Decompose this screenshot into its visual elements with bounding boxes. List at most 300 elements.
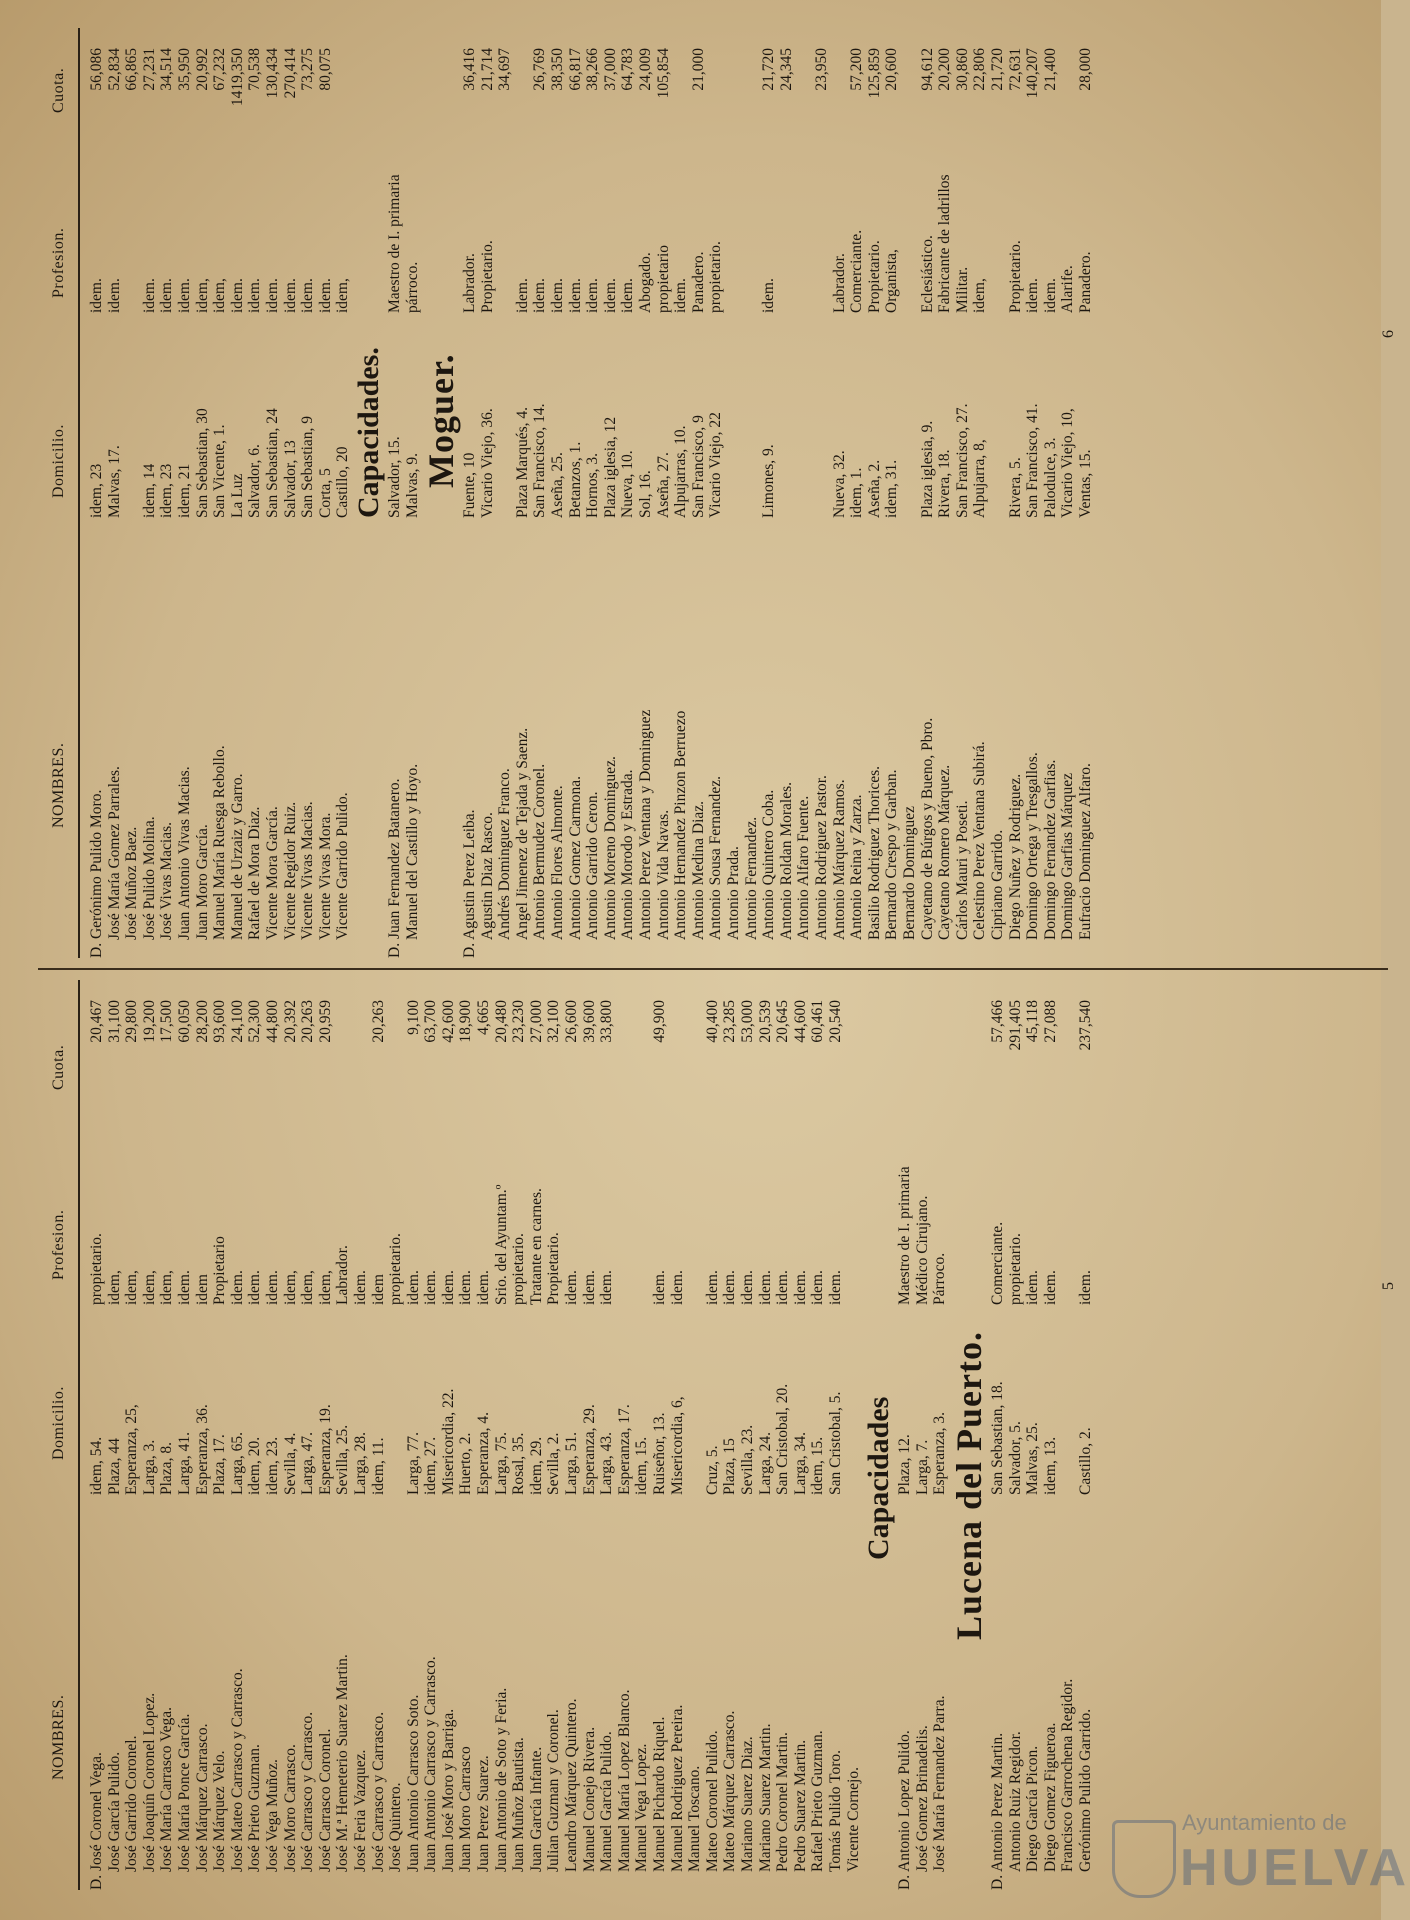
name-cell: Juan Perez Suarez. [475, 1755, 493, 1872]
domicilio-cell: idem, 54. [88, 1436, 105, 1495]
cuota-cell: 23,230 [510, 1000, 528, 1043]
profesion-cell: idem. [457, 1270, 475, 1305]
table-row [651, 980, 669, 1890]
profesion-cell: idem. [140, 278, 158, 313]
cuota-cell: 20,263 [369, 1000, 387, 1043]
name-cell: Juan Moro García. [193, 824, 211, 940]
domicilio-cell: Esperanza, 3. [931, 1411, 949, 1495]
cuota-cell: 140,207 [1024, 48, 1042, 99]
name-cell: Bernardo Dominguez [900, 806, 918, 940]
name-cell: Juan Antonio Carrasco y Carrasco. [422, 1656, 440, 1872]
profesion-cell: idem. [601, 278, 619, 313]
profesion-cell: idem, [211, 278, 229, 313]
domicilio-cell: Plaza, 8. [158, 1442, 176, 1495]
name-cell: Juan Moro Carrasco [457, 1746, 475, 1872]
table-row [493, 980, 511, 1890]
header-cuota: Cuota. [50, 67, 67, 113]
domicilio-cell: idem, 13. [1041, 1436, 1059, 1495]
profesion-cell: idem. [1041, 1270, 1059, 1305]
table-row [704, 980, 722, 1890]
cuota-cell: 34,697 [496, 48, 514, 91]
table-row [1042, 28, 1060, 958]
name-cell: José Garrido Coronel. [123, 1735, 141, 1872]
table-row [422, 980, 440, 1890]
domicilio-cell: Plaza, 44 [105, 1438, 123, 1495]
name-cell: José Pulido Molina. [140, 816, 158, 940]
domicilio-cell: Ruiseñor, 13. [651, 1412, 668, 1495]
table-row [1007, 28, 1025, 958]
profesion-cell: idem. [228, 1270, 246, 1305]
profesion-cell: Propietario. [545, 1232, 563, 1305]
name-cell: José Mateo Carrasco y Carrasco. [228, 1668, 246, 1872]
name-cell: Antonio Márquez Ramos. [830, 779, 848, 940]
profesion-cell: idem. [580, 1270, 598, 1305]
domicilio-cell: San Sebastian, 9 [299, 415, 317, 518]
name-cell: Antonio Reina y Zarza. [848, 794, 866, 940]
name-cell: Domingo Garfias Márquez [1059, 772, 1077, 940]
name-cell: Leandro Márquez Quintero. [563, 1698, 581, 1872]
cuota-cell: 67,232 [211, 48, 229, 91]
cuota-cell: 49,900 [651, 1000, 668, 1043]
domicilio-cell: idem, 14 [140, 463, 158, 518]
cuota-cell: 291,405 [1006, 1000, 1024, 1051]
cuota-cell: 125,859 [865, 48, 883, 99]
profesion-cell: párroco. [403, 261, 421, 313]
domicilio-cell: Rosal, 35. [510, 1432, 528, 1495]
table-row [1024, 28, 1042, 958]
name-cell: Manuel del Castillo y Hoyo. [403, 763, 421, 940]
cuota-cell: 20,392 [281, 1000, 299, 1043]
name-cell: Vicente Vivas Mora. [316, 812, 334, 940]
profesion-cell: Médico Cirujano. [913, 1195, 931, 1305]
domicilio-cell: Alpujarra, 8, [971, 439, 989, 518]
profesion-cell: Panadero. [1076, 251, 1094, 313]
table-row [545, 980, 563, 1890]
table-row [479, 28, 497, 958]
profesion-cell: idem. [619, 278, 637, 313]
cuota-cell: 72,631 [1006, 48, 1024, 91]
section-heading: Lucena del Puerto. [948, 1331, 989, 1640]
table-row [774, 980, 792, 1890]
cuota-cell: 20,959 [316, 1000, 334, 1043]
name-cell: Vicente Vivas Macias. [299, 801, 317, 940]
cuota-cell: 20,600 [883, 48, 901, 91]
cuota-cell: 52,300 [246, 1000, 264, 1043]
table-row [246, 28, 264, 958]
table-row [158, 28, 176, 958]
profesion-cell: idem. [1041, 278, 1059, 313]
name-cell: Domingo Fernandez Garfias. [1041, 759, 1059, 940]
name-cell: José María Carrasco Vega. [158, 1707, 176, 1872]
cuota-cell: 21,714 [478, 48, 496, 91]
domicilio-cell: Malvas, 25. [1024, 1422, 1042, 1495]
profesion-cell: idem. [826, 1270, 844, 1305]
name-cell: José Quintero. [387, 1782, 405, 1872]
profesion-cell: idem. [158, 278, 176, 313]
profesion-cell: idem. [422, 1270, 440, 1305]
domicilio-cell: Rivera, 18. [936, 449, 954, 518]
cuota-cell: 4,665 [475, 1000, 493, 1035]
name-cell: Julian Guzman y Coronel. [545, 1709, 563, 1872]
cuota-cell: 27,000 [527, 1000, 545, 1043]
table-row [176, 980, 194, 1890]
name-cell: José Márquez Velo. [211, 1750, 229, 1872]
table-row [461, 28, 479, 958]
profesion-cell: Propietario. [1006, 240, 1024, 313]
cuota-cell: 24,009 [637, 48, 655, 91]
profesion-cell: idem. [809, 1270, 827, 1305]
cuota-cell: 27,088 [1041, 1000, 1059, 1043]
name-cell: Juan Antonio Carrasco Soto. [404, 1694, 422, 1872]
profesion-cell: Panadero. [689, 251, 707, 313]
domicilio-cell: Salvador, 5. [1006, 1421, 1024, 1495]
profesion-cell: idem. [1076, 1270, 1094, 1305]
cuota-cell: 64,783 [619, 48, 637, 91]
table-row [158, 980, 176, 1890]
cuota-cell: 20,200 [936, 48, 954, 91]
profesion-cell: idem. [475, 1270, 493, 1305]
name-cell: Antonio Vida Navas. [654, 809, 672, 940]
table-row [845, 980, 863, 1890]
domicilio-cell: Aseña, 27. [654, 452, 672, 518]
profesion-cell: Alarife. [1059, 265, 1077, 313]
name-cell: José María Ponce García. [175, 1713, 193, 1872]
cuota-cell: 29,800 [123, 1000, 141, 1043]
cuota-cell: 19,200 [140, 1000, 158, 1043]
name-cell: D. José Coronel Vega. [88, 1752, 105, 1890]
table-row [866, 28, 884, 958]
domicilio-cell: idem, 23 [88, 463, 105, 518]
domicilio-cell: idem, 15. [633, 1436, 651, 1495]
cuota-cell: 37,000 [601, 48, 619, 91]
profesion-cell: Maestro de I. primaria [896, 1166, 914, 1305]
table-row [914, 980, 932, 1890]
cuota-cell: 1419,350 [228, 48, 246, 107]
name-cell: Pedro Suarez Martin. [791, 1739, 809, 1872]
cuota-cell: 57,466 [988, 1000, 1006, 1043]
domicilio-cell: San Sebastian, 30 [193, 408, 211, 518]
cuota-cell: 23,285 [721, 1000, 739, 1043]
table-row [211, 980, 229, 1890]
domicilio-cell: Plaza iglesia, 9. [918, 420, 936, 518]
profesion-cell: Párroco. [931, 1252, 949, 1305]
table-row [514, 28, 532, 958]
name-cell: José Carrasco y Carrasco. [299, 1711, 317, 1872]
table-row [264, 980, 282, 1890]
name-cell: José García Pulido. [105, 1751, 123, 1872]
table-row [743, 28, 761, 958]
profesion-cell: idem. [316, 278, 334, 313]
cuota-cell: 20,645 [774, 1000, 792, 1043]
table-row [971, 28, 989, 958]
cuota-cell: 63,700 [422, 1000, 440, 1043]
domicilio-cell: Vicario Viejo, 36. [478, 408, 496, 518]
section-heading: Capacidades. [351, 347, 385, 518]
name-cell: José Carrasco Coronel. [316, 1728, 334, 1872]
domicilio-cell: Larga, 41. [175, 1432, 193, 1495]
name-cell: Manuel Rodriguez Pereira. [668, 1704, 686, 1872]
table-row [123, 980, 141, 1890]
profesion-cell: idem. [351, 1270, 369, 1305]
table-row [686, 980, 704, 1890]
profesion-cell: idem, [971, 278, 989, 313]
name-cell: Basilio Rodriguez Thorices. [865, 765, 883, 940]
profesion-cell: idem, [105, 1270, 123, 1305]
profesion-cell: Labrador. [334, 1245, 352, 1305]
table-row [1007, 980, 1025, 1890]
profesion-cell: idem. [549, 278, 567, 313]
header-profesion: Profesion. [50, 1209, 67, 1280]
table-row [282, 980, 300, 1890]
table-row [264, 28, 282, 958]
header-nombres: NOMBRES. [50, 742, 67, 828]
profesion-cell: idem. [668, 1270, 686, 1305]
table-row [721, 980, 739, 1890]
domicilio-cell: Plaza iglesia, 12 [601, 416, 619, 518]
profesion-cell: idem [369, 1274, 387, 1305]
domicilio-cell: Larga, 3. [140, 1439, 158, 1495]
profesion-cell: idem. [263, 1270, 281, 1305]
cuota-cell: 21,720 [988, 48, 1006, 91]
column-headers [38, 28, 78, 958]
domicilio-cell: Esperanza, 17. [615, 1404, 633, 1495]
column-headers [38, 980, 78, 1890]
domicilio-cell: Malvas, 9. [403, 452, 421, 518]
profesion-cell: idem. [175, 278, 193, 313]
name-cell: Manuel María Lopez Blanco. [615, 1689, 633, 1872]
profesion-cell: Maestro de I. primaria [385, 174, 403, 313]
profesion-cell: Comerciante. [848, 229, 866, 313]
name-cell: Rafael Prieto Guzman. [809, 1730, 827, 1872]
name-cell: Vicente Regidor Ruiz. [281, 801, 299, 940]
domicilio-cell: Esperanza, 29. [580, 1404, 598, 1495]
table-row [896, 980, 914, 1890]
cuota-cell: 18,900 [457, 1000, 475, 1043]
table-row [404, 28, 422, 958]
profesion-cell: idem. [531, 278, 549, 313]
cuota-cell: 24,100 [228, 1000, 246, 1043]
cuota-cell: 70,538 [246, 48, 264, 91]
table-row [616, 980, 634, 1890]
cuota-cell: 130,434 [263, 48, 281, 99]
table-row [141, 28, 159, 958]
domicilio-cell: idem, 15. [809, 1436, 827, 1495]
watermark-line1: Ayuntamiento de [1182, 1810, 1347, 1835]
domicilio-cell: Sevilla, 2. [545, 1432, 563, 1495]
page-divider [38, 968, 1388, 970]
name-cell: Rafael de Mora Diaz. [246, 806, 264, 940]
name-cell: Manuel de Urzaiz y Garro. [228, 773, 246, 940]
table-row [581, 980, 599, 1890]
name-cell: Andrés Dominguez Franco. [496, 768, 514, 940]
domicilio-cell: idem, 29. [527, 1436, 545, 1495]
cuota-cell: 270,414 [281, 48, 299, 99]
cuota-cell: 66,817 [566, 48, 584, 91]
table-row [919, 28, 937, 958]
profesion-cell: Propietario. [865, 240, 883, 313]
table-row [317, 28, 335, 958]
table-row [757, 980, 775, 1890]
cuota-cell: 38,266 [584, 48, 602, 91]
profesion-cell: idem, [316, 1270, 334, 1305]
cuota-cell: 22,806 [971, 48, 989, 91]
cuota-cell: 30,860 [953, 48, 971, 91]
cuota-cell: 20,263 [299, 1000, 317, 1043]
domicilio-cell: Castillo, 2. [1076, 1427, 1094, 1495]
page-left [38, 980, 1397, 1890]
name-cell: Manuel Pichardo Riquel. [651, 1716, 668, 1872]
domicilio-cell: Plaza, 17. [211, 1434, 229, 1495]
profesion-cell: idem. [88, 278, 105, 313]
profesion-cell: idem. [439, 1270, 457, 1305]
cuota-cell: 33,800 [598, 1000, 616, 1043]
cuota-cell: 26,769 [531, 48, 549, 91]
name-cell: Bernardo Crespo y Garban. [883, 769, 901, 940]
cuota-cell: 20,467 [88, 1000, 105, 1043]
domicilio-cell: idem, 20. [246, 1436, 264, 1495]
table-row [848, 28, 866, 958]
cuota-cell: 28,200 [193, 1000, 211, 1043]
domicilio-cell: Esperanza, 25, [123, 1404, 141, 1495]
header-domicilio: Domicilio. [50, 1386, 67, 1460]
domicilio-cell: Larga, 28. [351, 1432, 369, 1495]
domicilio-cell: Larga, 47. [299, 1432, 317, 1495]
table-row [760, 28, 778, 958]
name-cell: Antonio Fernandez. [742, 816, 760, 940]
profesion-cell: Eclesiástico. [918, 235, 936, 313]
cuota-cell: 60,050 [175, 1000, 193, 1043]
table-row [370, 980, 388, 1890]
profesion-cell: Fabricante de ladrillos [936, 174, 954, 313]
name-cell: Vicente Mora García. [263, 806, 281, 940]
archive-watermark [1112, 1798, 1410, 1908]
table-row [655, 28, 673, 958]
domicilio-cell: Palodulce, 3. [1041, 437, 1059, 518]
name-cell: José Vivas Macias. [158, 821, 176, 940]
name-cell: Mateo Coronel Pulido. [703, 1730, 721, 1872]
domicilio-cell: idem, 23. [263, 1436, 281, 1495]
profesion-cell: Comerciante. [988, 1221, 1006, 1305]
domicilio-cell: Sevilla, 4. [281, 1432, 299, 1495]
domicilio-cell: Malvas, 17. [105, 445, 123, 518]
profesion-cell: Abogado. [637, 252, 655, 313]
domicilio-cell: Larga, 75. [492, 1432, 510, 1495]
name-cell: Cayetano de Búrgos y Bueno, Pbro. [918, 717, 936, 940]
domicilio-cell: San Francisco, 27. [953, 403, 971, 518]
watermark-line2: HUELVA [1180, 1839, 1410, 1897]
domicilio-cell: Esperanza, 4. [475, 1411, 493, 1495]
domicilio-cell: Plaza, 15 [721, 1438, 739, 1495]
name-cell: Juan García Infante. [527, 1746, 545, 1872]
page-right [38, 28, 1397, 958]
profesion-cell: idem. [721, 1270, 739, 1305]
name-cell: Antonio Rodriguez Pastor. [812, 775, 830, 940]
name-cell: Juan José Moro y Barriga. [439, 1708, 457, 1872]
table-row [901, 28, 919, 958]
cuota-cell: 9,100 [404, 1000, 422, 1035]
page-number: 6 [1380, 330, 1397, 338]
name-cell: Antonio Ruiz Regidor. [1006, 1731, 1024, 1872]
cuota-cell: 73,275 [299, 48, 317, 91]
cuota-cell: 57,200 [848, 48, 866, 91]
profesion-cell: propietario. [88, 1233, 105, 1305]
name-cell: José Muñoz Baez. [123, 826, 141, 940]
table-row [387, 980, 405, 1890]
domicilio-cell: Vicario Viejo, 10, [1059, 408, 1077, 518]
table-row [672, 28, 690, 958]
domicilio-cell: Larga, 7. [913, 1439, 931, 1495]
table-row [299, 28, 317, 958]
name-cell: Tomás Pulido Toro. [826, 1750, 844, 1872]
profesion-cell: propietario [654, 244, 672, 313]
profesion-cell: idem. [566, 278, 584, 313]
domicilio-cell: San Cristobal, 20. [774, 1383, 792, 1495]
cuota-cell: 32,100 [545, 1000, 563, 1043]
name-cell: Domingo Ortega y Tresgallos. [1024, 752, 1042, 940]
table-row [690, 28, 708, 958]
profesion-cell: Organista, [883, 249, 901, 313]
profesion-cell: idem [193, 1274, 211, 1305]
table-row [883, 28, 901, 958]
domicilio-cell: Sevilla, 25. [334, 1424, 352, 1495]
name-cell: Antonio Medina Diaz. [689, 800, 707, 940]
cuota-cell: 27,231 [140, 48, 158, 91]
cuota-cell: 20,992 [193, 48, 211, 91]
profesion-cell: idem. [584, 278, 602, 313]
domicilio-cell: San Vicente, 1. [211, 424, 229, 518]
name-cell: Antonio Flores Almonte. [549, 785, 567, 940]
table-row [194, 980, 212, 1890]
cuota-cell: 94,612 [918, 48, 936, 91]
name-cell: José Prieto Guzman. [246, 1744, 264, 1872]
cuota-cell: 34,514 [158, 48, 176, 91]
cuota-cell: 26,600 [563, 1000, 581, 1043]
domicilio-cell: Esperanza, 19. [316, 1404, 334, 1495]
domicilio-cell: Nueva, 10. [619, 450, 637, 518]
header-rule [78, 980, 80, 1890]
profesion-cell: idem. [1024, 1270, 1042, 1305]
domicilio-cell: Vicario Viejo, 22 [707, 412, 725, 518]
table-row [1059, 28, 1077, 958]
cuota-cell: 20,540 [826, 1000, 844, 1043]
name-cell: Antonio Hernandez Pinzon Berruezo [672, 710, 690, 940]
name-cell: Antonio Roldan Morales. [777, 782, 795, 940]
name-cell: Manuel García Pulido. [598, 1731, 616, 1872]
domicilio-cell: Ventas, 15. [1076, 449, 1094, 518]
name-cell: José Gomez Brinadelis. [913, 1725, 931, 1872]
profesion-cell: Propietario. [478, 240, 496, 313]
cuota-cell: 35,950 [175, 48, 193, 91]
cuota-cell: 31,100 [105, 1000, 123, 1043]
profesion-cell: idem. [760, 278, 778, 313]
cuota-cell: 56,086 [88, 48, 105, 91]
name-cell: D. Gerónimo Pulido Moro. [88, 789, 105, 958]
cuota-cell: 20,480 [492, 1000, 510, 1043]
name-cell: D. Antonio Perez Martin. [988, 1732, 1006, 1890]
name-cell: Manuel Conejo Rivera. [580, 1726, 598, 1872]
cuota-cell: 17,500 [158, 1000, 176, 1043]
name-cell: Mariano Suarez Martin. [756, 1723, 774, 1872]
cuota-cell: 36,416 [461, 48, 479, 91]
domicilio-cell: San Francisco, 14. [531, 403, 549, 518]
name-cell: Manuel Vega Lopez. [633, 1743, 651, 1872]
name-cell: Antonio Moreno Dominguez. [601, 756, 619, 940]
profesion-cell: idem, [281, 1270, 299, 1305]
profesion-cell: idem. [563, 1270, 581, 1305]
domicilio-cell: idem, 1. [848, 467, 866, 518]
domicilio-cell: Sevilla, 23. [738, 1424, 756, 1495]
cuota-cell: 45,118 [1024, 1000, 1042, 1043]
